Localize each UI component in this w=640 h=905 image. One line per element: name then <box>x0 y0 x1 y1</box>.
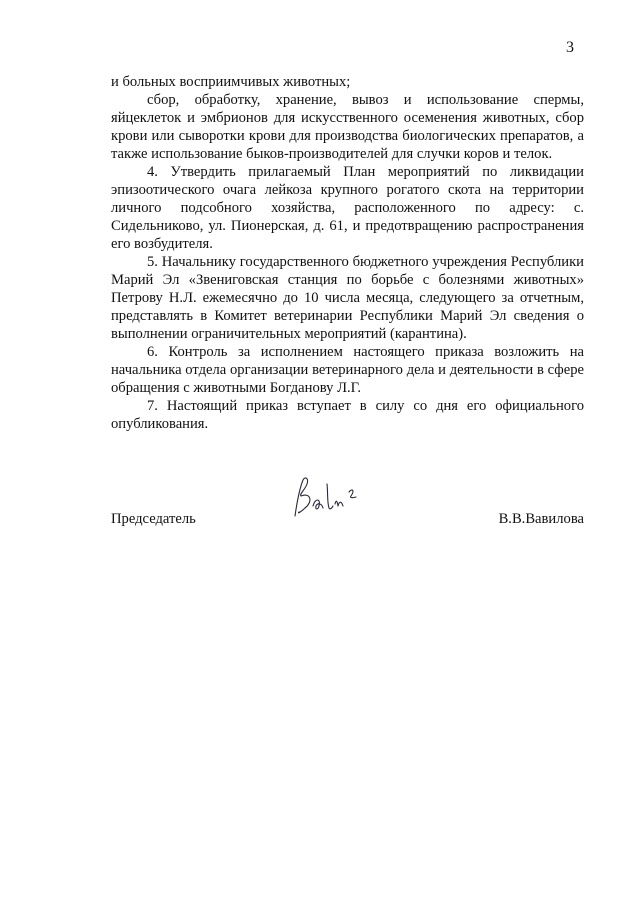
page-number: 3 <box>566 39 574 56</box>
paragraph-item-5: 5. Начальнику государственного бюджетного учреждения Республики Марий Эл «Звениговская станция по борьбе с болезнями животных» Петрову Н.Л. ежемесячно до 10 числа месяца, следующего за отчетным, представлять в Комитет ветеринарии Республики Марий Эл сведения о выполнении ограничительных мероприятий (карантина). <box>111 254 584 342</box>
paragraph-collection-activities: сбор, обработку, хранение, вывоз и использование спермы, яйцеклеток и эмбрионов для искусственного осеменения животных, сбор крови или сыворотки крови для производства биологических препаратов, а также использование быков-производителей для случки коров и телок. <box>111 92 584 162</box>
paragraph-item-6: 6. Контроль за исполнением настоящего приказа возложить на начальника отдела организации ветеринарного дела и деятельности в сфере обращения с животными Богданову Л.Г. <box>111 344 584 396</box>
paragraph-item-7: 7. Настоящий приказ вступает в силу со дня его официального опубликования. <box>111 398 584 432</box>
signer-name: В.В.Вавилова <box>498 511 584 527</box>
signature-block <box>111 510 584 530</box>
document-body <box>111 73 584 433</box>
signer-position: Председатель <box>111 511 196 527</box>
paragraph-item-4: 4. Утвердить прилагаемый План мероприятий по ликвидации эпизоотического очага лейкоза крупного рогатого скота на территории личного подсобного хозяйства, расположенного по адресу: с. Сидельниково, ул. Пионерская, д. 61, и предотвращению распространения его возбудителя. <box>111 164 584 252</box>
paragraph-continuation: и больных восприимчивых животных; <box>111 74 351 90</box>
